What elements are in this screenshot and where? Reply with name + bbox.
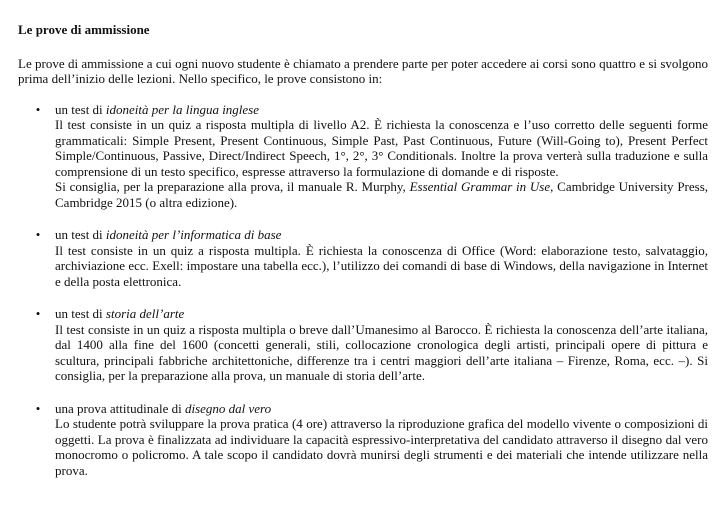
item-title	[55, 102, 708, 118]
item-note	[55, 179, 708, 210]
bullet-icon: •	[35, 306, 41, 321]
item-title-prefix: una prova attitudinale di	[55, 400, 185, 416]
list-item-art-history-test	[18, 306, 708, 384]
page-title: Le prove di ammissione	[18, 22, 150, 37]
bullet-icon: •	[35, 227, 41, 242]
item-note-book-title: Essential Grammar in Use	[409, 179, 551, 194]
bullet-icon: •	[35, 101, 41, 117]
item-body: Il test consiste in un quiz a risposta multipla o breve dall’Umanesimo al Barocco. È richiesta la conoscenza dell’arte italiana, dal 1400 alla fine del 1600 (concetti generali, stili, collocazione cronologica degli artisti, principali opere di pittura e scultura, principali fabbriche architettoniche, differenze tra i centri maggiori dell’arte italiana – Firenze, Roma, ecc. –). Si consiglia, per la preparazione alla prova, un manuale di storia dell’arte.	[55, 321, 708, 383]
item-note-prefix: Si consiglia, per la preparazione alla prova, il manuale R. Murphy,	[55, 179, 410, 194]
list-item-computer-test	[18, 227, 708, 289]
item-title-emphasis: disegno dal vero	[184, 400, 272, 416]
item-body: Il test consiste in un quiz a risposta multipla. È richiesta la conoscenza di Office (Word: elaborazione testo, salvataggio, archiviazione ecc. Exell: impostare una tabella ecc.), l’utilizzo dei comandi di base di Windows, della navigazione in Internet e della posta elettronica.	[55, 242, 708, 289]
item-title	[55, 227, 708, 243]
item-title-emphasis: idoneità per la lingua inglese	[105, 101, 260, 117]
item-body: Lo studente potrà sviluppare la prova pratica (4 ore) attraverso la riproduzione grafica del modello vivente o composizioni di oggetti. La prova è finalizzata ad individuare la capacità espressivo-interpretativa del candidato attraverso il disegno dal vero monocromo o policromo. A tale scopo il candidato dovrà munirsi degli strumenti e dei materiali che intende utilizzare nella prova.	[55, 416, 708, 478]
item-title	[55, 306, 708, 322]
item-title	[55, 401, 708, 417]
item-title-prefix: un test di	[55, 101, 106, 117]
item-title-emphasis: storia dell’arte	[105, 306, 185, 321]
item-title-prefix: un test di	[55, 227, 106, 242]
list-item-drawing-test	[18, 401, 708, 479]
bullet-icon: •	[35, 400, 41, 416]
item-title-prefix: un test di	[55, 306, 106, 321]
intro-paragraph: Le prove di ammissione a cui ogni nuovo studente è chiamato a prendere parte per poter accedere ai corsi sono quattro e si svolgono prima dell’inizio delle lezioni. Nello specifico, le prove consistono in:	[18, 55, 708, 86]
item-note-suffix: , Cambridge University Press, Cambridge 2015 (o altra edizione).	[55, 179, 709, 210]
list-item-english-test	[18, 102, 708, 211]
document-page	[18, 22, 708, 495]
item-title-emphasis: idoneità per l’informatica di base	[105, 227, 282, 242]
item-body: Il test consiste in un quiz a risposta multipla di livello A2. È richiesta la conoscenza e l’uso corretto delle seguenti forme grammaticali: Simple Present, Present Continuous, Simple Past, Past Continuous, Future (Will-Going to), Present Perfect Simple/Continuous, Passive, Direct/Indirect Speech, 1°, 2°, 3° Conditionals. Inoltre la prova verterà sulla traduzione e sulla comprensione di un testo specifico, espresse attraverso la formulazione di domande e di risposte.	[55, 117, 708, 179]
